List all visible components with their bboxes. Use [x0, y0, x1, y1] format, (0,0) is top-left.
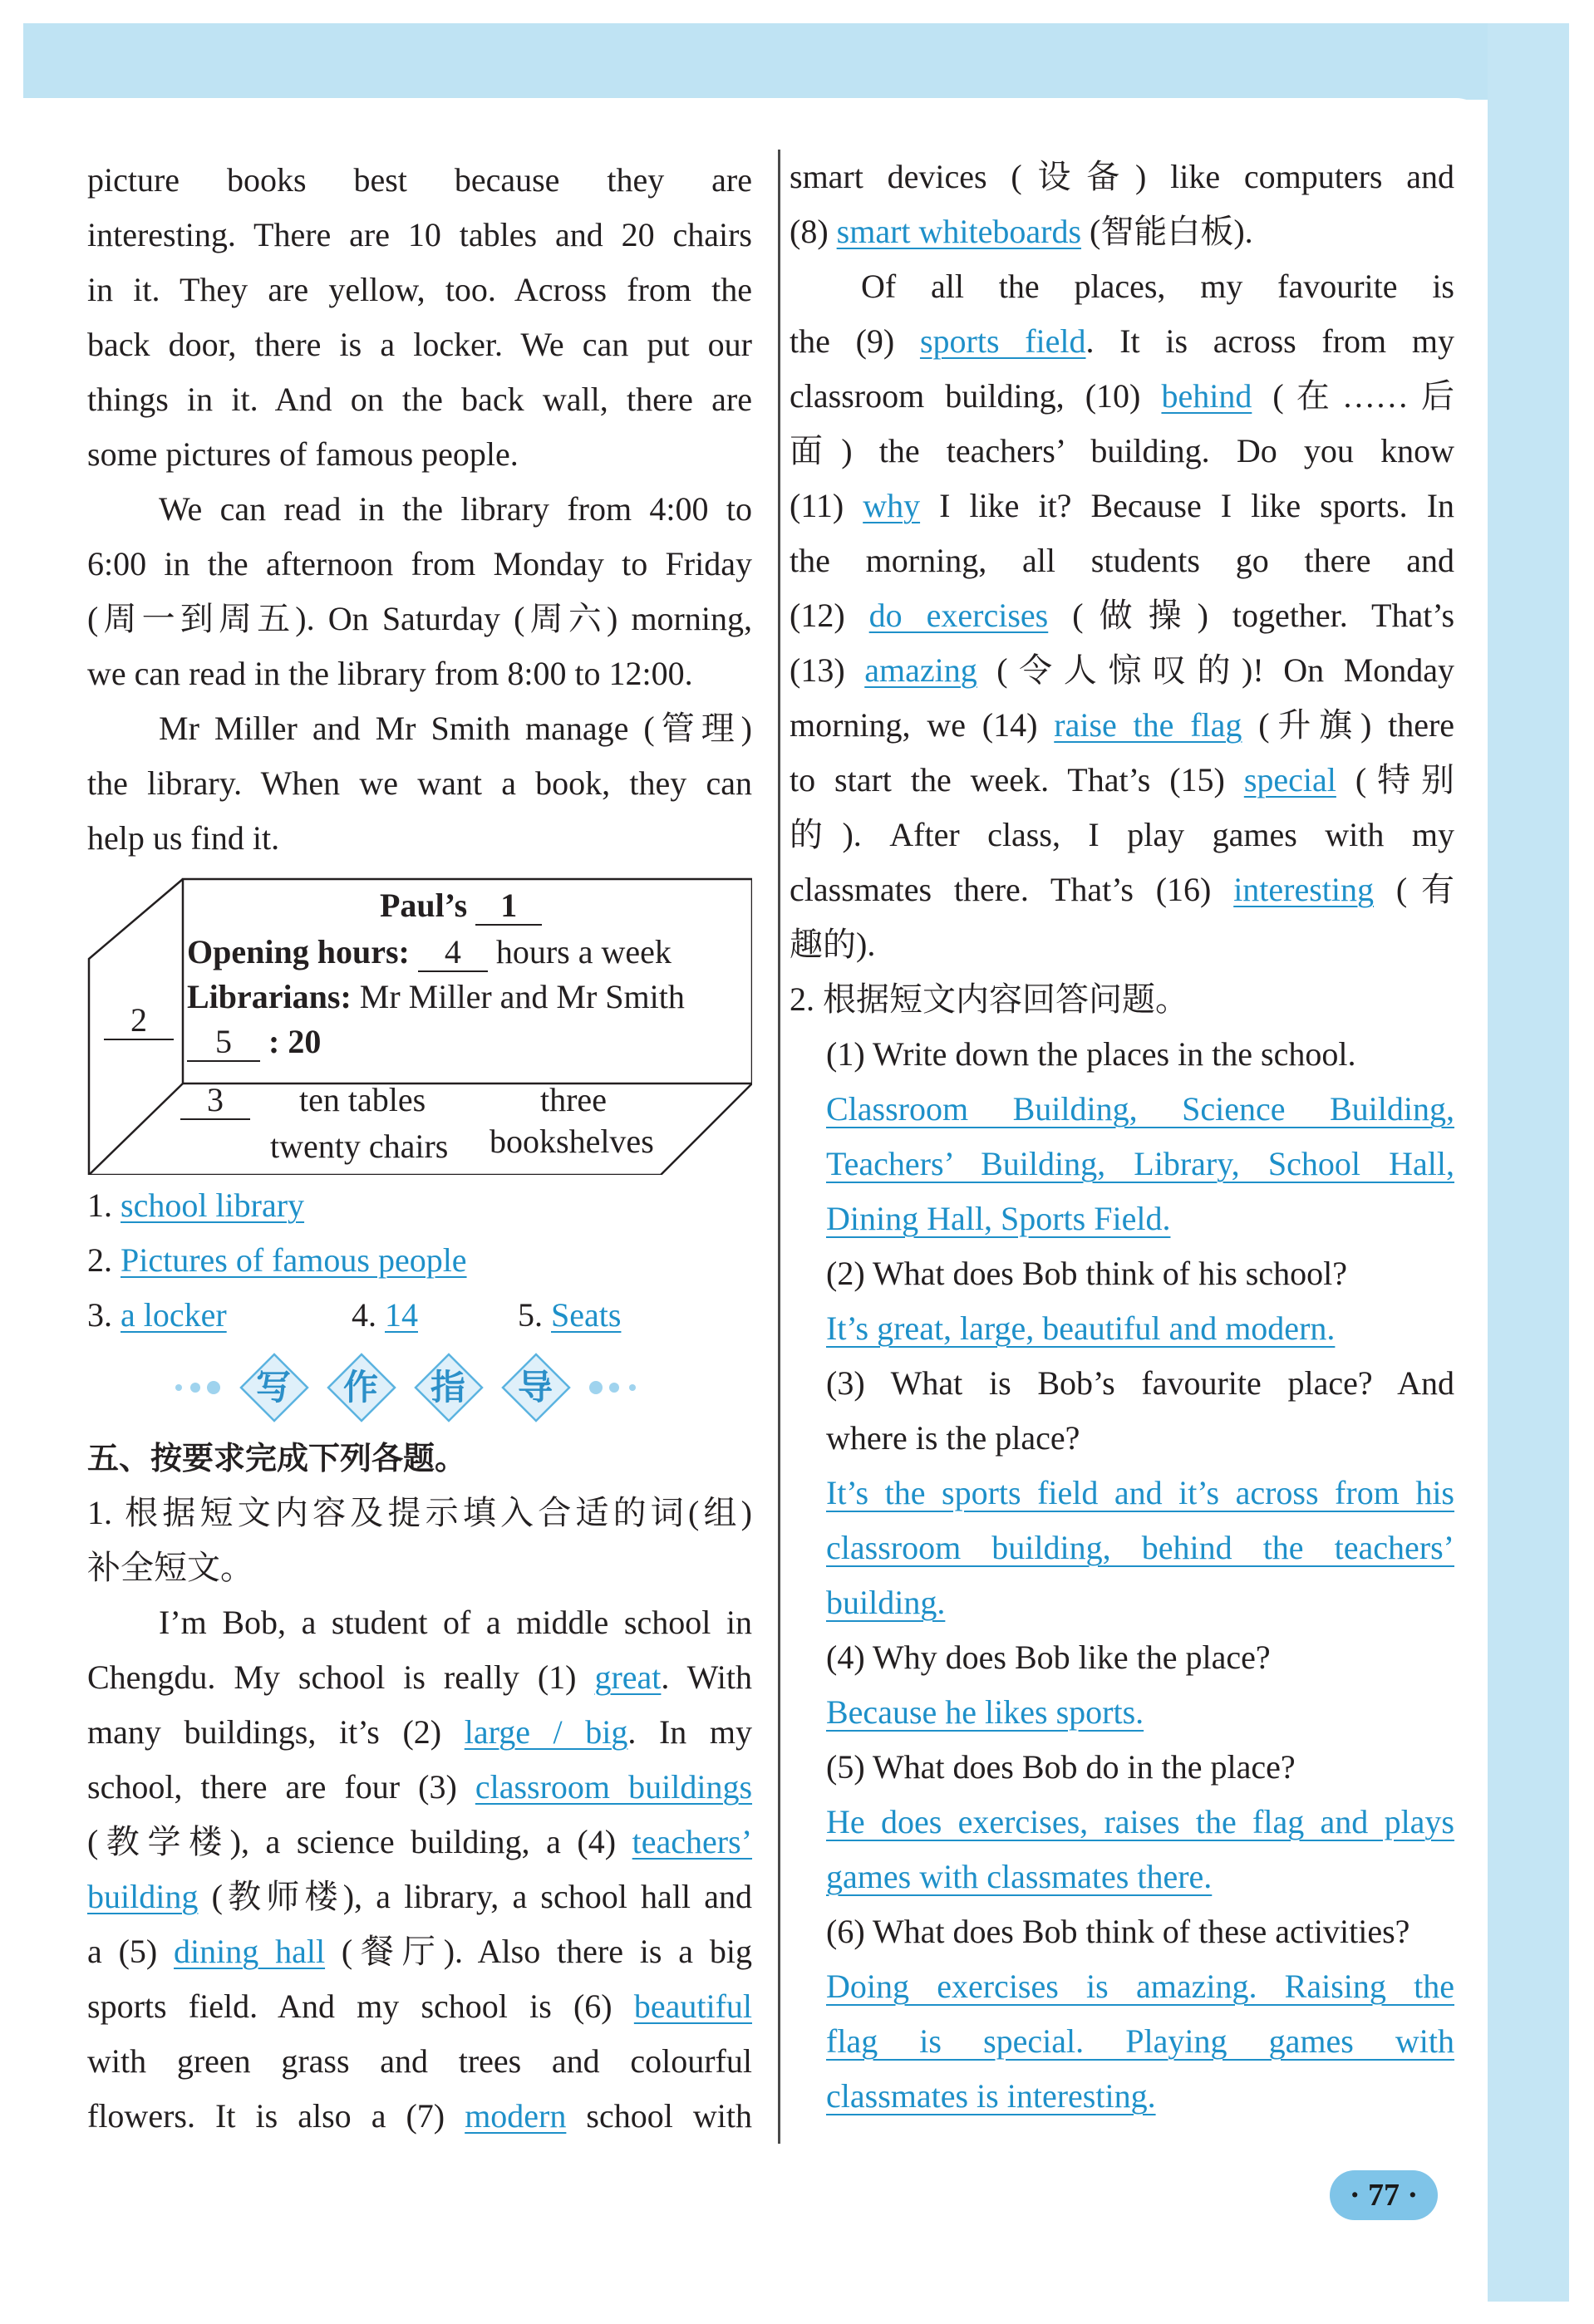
passage-line	[87, 2089, 752, 2144]
banner-decoration	[87, 1348, 752, 1427]
passage-line: Of all the places, my favourite is	[861, 268, 1454, 305]
librarians-value: Mr Miller and Mr Smith	[359, 978, 685, 1015]
passage-text: a (5)	[87, 1933, 158, 1970]
bookshelves-label: bookshelves	[490, 1123, 654, 1160]
text-line: (周一到周五). On Saturday (周六) morning,	[87, 600, 752, 637]
passage-text: (智能白板).	[1090, 213, 1253, 250]
right-color-band	[1488, 23, 1569, 2302]
writing-guide-banner	[87, 1348, 752, 1427]
passage-line	[87, 1979, 752, 2034]
passage-line	[790, 698, 1454, 753]
blank-answer: dining hall	[174, 1933, 326, 1970]
sub-answer-line: Because he likes sports.	[826, 1693, 1144, 1731]
sub-answer-line: Classroom Building, Science Building,	[826, 1090, 1454, 1128]
blank-answer: building	[87, 1878, 199, 1915]
passage-text: . In my	[627, 1713, 753, 1751]
blank-answer: large / big	[464, 1713, 628, 1751]
banner-char: 指	[430, 1367, 466, 1408]
chairs-label: twenty chairs	[270, 1128, 449, 1165]
passage-line	[87, 1760, 752, 1815]
passage-text: (11)	[790, 487, 844, 524]
blank-answer: teachers’	[632, 1823, 753, 1860]
passage-line	[790, 862, 1454, 917]
blank-answer: special	[1243, 761, 1336, 798]
passage-text: (升旗) there	[1258, 706, 1455, 744]
passage-text: (有	[1395, 871, 1455, 908]
right-column	[790, 150, 1454, 2124]
passage-text: (令人惊叹的)! On Monday	[996, 651, 1455, 689]
opening-hours-label: Opening hours:	[187, 933, 410, 970]
sub-answer-line: He does exercises, raises the flag and plays	[826, 1803, 1454, 1840]
answer-number: 3.	[87, 1296, 112, 1334]
passage-line: 面) the teachers’ building. Do you know	[790, 432, 1454, 469]
text-line: things in it. And on the back wall, there are	[87, 381, 752, 418]
blank-3-wrap	[180, 1080, 250, 1120]
passage-text: (教师楼), a library, a school hall and	[211, 1878, 753, 1915]
passage-line: the morning, all students go there and	[790, 542, 1454, 579]
sub-answer-line: Dining Hall, Sports Field.	[826, 1200, 1171, 1237]
passage-line	[87, 1815, 752, 1870]
answer-5	[518, 1288, 621, 1343]
text-line: back door, there is a locker. We can put our	[87, 326, 752, 363]
answer-number: 2.	[87, 1241, 112, 1279]
blank-1: 1	[475, 887, 542, 926]
answer-text: a locker	[121, 1296, 227, 1334]
blank-5: 5	[187, 1024, 260, 1062]
passage-line	[87, 1705, 752, 1760]
question-2-title: 2. 根据短文内容回答问题。	[790, 980, 1188, 1018]
blank-answer: behind	[1161, 377, 1252, 415]
sub-answer-line: It’s the sports field and it’s across from his	[826, 1474, 1454, 1511]
sub-question: (3) What is Bob’s favourite place? And	[826, 1364, 1454, 1402]
three-label: three	[540, 1081, 607, 1118]
passage-text: flowers. It is also a (7)	[87, 2097, 445, 2135]
passage-text: classroom building, (10)	[790, 377, 1141, 415]
sub-answer-line: classmates is interesting.	[826, 2077, 1156, 2115]
passage-text: . With	[661, 1658, 753, 1696]
banner-char: 作	[343, 1367, 379, 1408]
blank-answer: why	[863, 487, 921, 524]
passage-text: I like it? Because I like sports. In	[939, 487, 1455, 524]
passage-text: to start the week. That’s (15)	[790, 761, 1225, 798]
text-line: We can read in the library from 4:00 to	[159, 490, 752, 528]
blank-4: 4	[418, 934, 488, 972]
passage-text: . It is across from my	[1085, 322, 1454, 360]
passage-text: classmates there. That’s (16)	[790, 871, 1212, 908]
librarians-row	[187, 977, 685, 1017]
blank-answer: modern	[465, 2097, 567, 2135]
passage-text: (12)	[790, 597, 845, 634]
answer-2	[87, 1233, 752, 1288]
sub-question: (1) Write down the places in the school.	[826, 1035, 1356, 1073]
opening-hours-suffix: hours a week	[495, 933, 672, 970]
text-line: Mr Miller and Mr Smith manage (管理)	[159, 710, 752, 747]
ratio-text: : 20	[268, 1023, 322, 1060]
sub-question: where is the place?	[826, 1419, 1080, 1457]
blank-3: 3	[180, 1082, 250, 1120]
diagram-title-text: Paul’s	[380, 887, 468, 924]
blank-2-wrap	[104, 1000, 174, 1040]
passage-line: 的). After class, I play games with my	[790, 816, 1454, 853]
passage-line	[790, 369, 1454, 424]
blank-2: 2	[104, 1002, 174, 1040]
answer-text: 14	[385, 1296, 418, 1334]
passage-line	[790, 314, 1454, 369]
page-number: · 77 ·	[1330, 2170, 1438, 2220]
sub-answer-line: building.	[826, 1584, 946, 1621]
passage-text: (13)	[790, 651, 845, 689]
passage-line: smart devices (设备) like computers and	[790, 158, 1454, 195]
blank-answer: interesting	[1233, 871, 1375, 908]
section-title: 五、按要求完成下列各题。	[87, 1440, 467, 1476]
seats-ratio-row	[187, 1022, 321, 1062]
passage-line: with green grass and trees and colourful	[87, 2042, 752, 2080]
blank-answer: do exercises	[868, 597, 1049, 634]
sub-question: (5) What does Bob do in the place?	[826, 1748, 1296, 1786]
answer-3	[87, 1288, 352, 1343]
answer-4	[352, 1288, 518, 1343]
sub-question: (6) What does Bob think of these activities?	[826, 1913, 1410, 1950]
blank-answer: amazing	[864, 651, 977, 689]
passage-line	[790, 204, 1454, 259]
passage-line: 趣的).	[790, 926, 876, 963]
text-line: 6:00 in the afternoon from Monday to Friday	[87, 545, 752, 582]
passage-text: (教学楼), a science building, a (4)	[87, 1823, 617, 1860]
question-1: 1. 根据短文内容及提示填入合适的词(组)	[87, 1494, 752, 1531]
passage-text: (8)	[790, 213, 829, 250]
passage-line	[87, 1650, 752, 1705]
blank-answer: beautiful	[633, 1987, 752, 2025]
sub-answer-line: Teachers’ Building, Library, School Hall,	[826, 1145, 1454, 1182]
passage-line	[87, 1870, 752, 1924]
blank-answer: raise the flag	[1054, 706, 1242, 744]
sub-answer-line: classroom building, behind the teachers’	[826, 1529, 1454, 1566]
answer-number: 4.	[352, 1296, 376, 1334]
banner-char: 写	[256, 1367, 292, 1408]
text-line: we can read in the library from 8:00 to 12:00.	[87, 655, 693, 692]
blank-answer: great	[594, 1658, 662, 1696]
answer-text: school library	[121, 1187, 305, 1224]
passage-line	[790, 753, 1454, 808]
answer-text: Pictures of famous people	[121, 1241, 467, 1279]
diagram-title	[380, 886, 542, 926]
passage-text: sports field. And my school is (6)	[87, 1987, 613, 2025]
sub-answer-line: Doing exercises is amazing. Raising the	[826, 1968, 1454, 2005]
question-1-cont: 补全短文。	[87, 1549, 253, 1586]
blank-answer: classroom buildings	[475, 1768, 753, 1806]
sub-question: (2) What does Bob think of his school?	[826, 1255, 1347, 1292]
passage-text: Chengdu. My school is really (1)	[87, 1658, 577, 1696]
sub-answer-line: flag is special. Playing games with	[826, 2022, 1454, 2060]
left-column	[87, 153, 752, 2144]
blank-answer: sports field	[919, 322, 1086, 360]
text-line: some pictures of famous people.	[87, 435, 519, 473]
passage-line	[87, 1924, 752, 1979]
opening-hours-row	[187, 932, 672, 972]
sub-question: (4) Why does Bob like the place?	[826, 1639, 1271, 1676]
passage-text: (特别	[1355, 761, 1455, 798]
banner-char: 导	[518, 1367, 553, 1408]
passage-text: (餐厅). Also there is a big	[341, 1933, 752, 1970]
answers-3-5	[87, 1288, 752, 1343]
passage-text: (做操) together. That’s	[1072, 597, 1455, 634]
passage-text: morning, we (14)	[790, 706, 1038, 744]
passage-text: many buildings, it’s (2)	[87, 1713, 442, 1751]
answer-1	[87, 1178, 752, 1233]
passage-text: school with	[586, 2097, 753, 2135]
librarians-label: Librarians:	[187, 978, 352, 1015]
passage-text: school, there are four (3)	[87, 1768, 457, 1806]
sub-answer-line: It’s great, large, beautiful and modern.	[826, 1309, 1336, 1347]
column-divider	[778, 150, 780, 2144]
question-2-items	[790, 1027, 1454, 2124]
passage-line	[790, 479, 1454, 533]
text-line: the library. When we want a book, they can	[87, 764, 752, 802]
sub-answer-line: games with classmates there.	[826, 1858, 1213, 1895]
library-diagram	[87, 876, 752, 1175]
text-line: picture books best because they are	[87, 161, 752, 199]
passage-line	[790, 588, 1454, 643]
top-color-band	[23, 23, 1569, 100]
tables-label: ten tables	[299, 1081, 426, 1118]
passage-line	[790, 643, 1454, 698]
text-line: interesting. There are 10 tables and 20 chairs	[87, 216, 752, 253]
passage-text: (在……后	[1272, 377, 1455, 415]
answer-text: Seats	[551, 1296, 622, 1334]
answer-number: 5.	[518, 1296, 543, 1334]
passage-line: I’m Bob, a student of a middle school in	[159, 1604, 752, 1641]
passage-text: the (9)	[790, 322, 895, 360]
text-line: in it. They are yellow, too. Across from the	[87, 271, 752, 308]
blank-answer: smart whiteboards	[836, 213, 1082, 250]
text-line: help us find it.	[87, 819, 280, 857]
answer-number: 1.	[87, 1187, 112, 1224]
